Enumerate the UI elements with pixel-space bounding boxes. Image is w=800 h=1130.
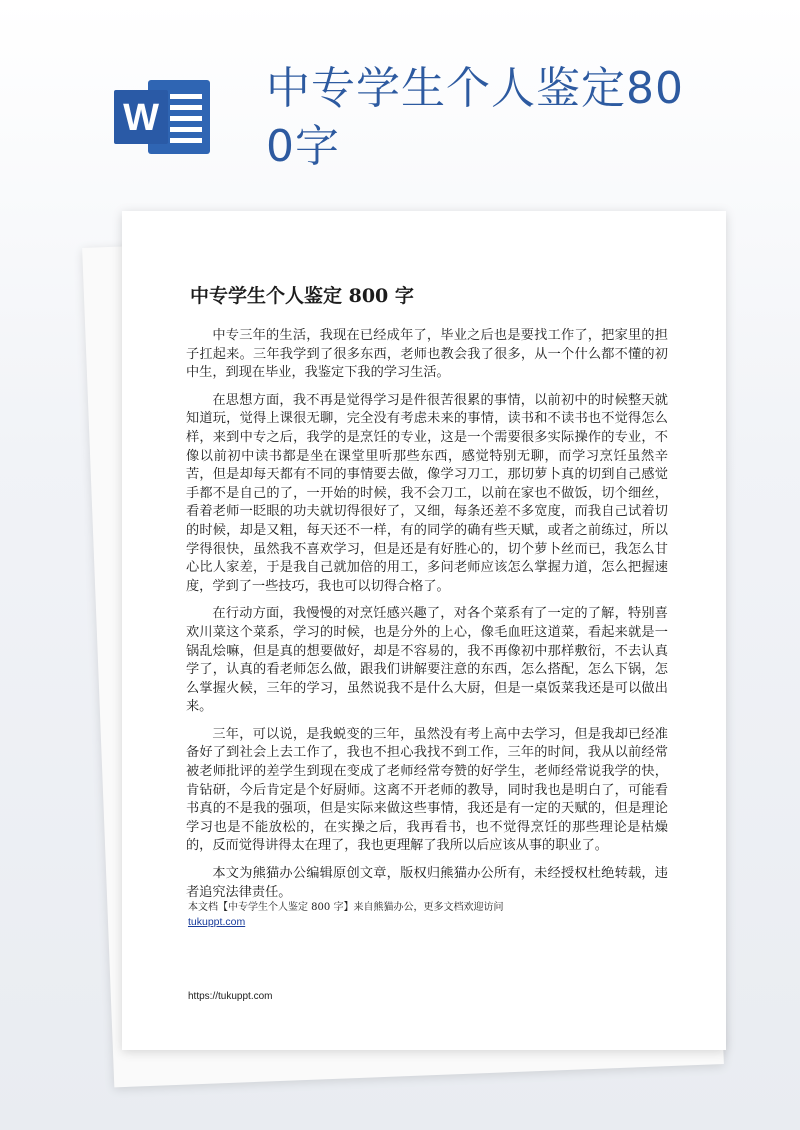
document-title: 中专学生个人鉴定 800 字 <box>190 285 414 307</box>
paragraph: 在行动方面，我慢慢的对烹饪感兴趣了，对各个菜系有了一定的了解，特别喜欢川菜这个菜系，学习的时候，也是分外的上心，像毛血旺这道菜，看起来就是一锅乱烩嘛，但是真的想要做好，却是不容易的，我不再像初中那样敷衍，不去认真学了，认真的看老师怎么做，跟我们讲解要注意的东西，怎么搭配，怎么下锅，怎么掌握火候，三年的学习，虽然说我不是什么大厨，但是一桌饭菜我还是可以做出来。 <box>186 606 668 715</box>
paragraph: 在思想方面，我不再是觉得学习是件很苦很累的事情，以前初中的时候整天就知道玩，觉得上课很无聊，完全没有考虑未来的事情，读书和不读书也不觉得怎么样，来到中专之后，我学的是烹饪的专业，这是一个需要很多实际操作的专业，不像以前初中读书都是坐在课堂里听那些东西，感觉特别无聊，而学习烹饪虽然辛苦，但是却每天都有不同的事情要去做，像学习刀工，那切萝卜真的切到自己感觉手都不是自己的了，一开始的时候，我不会刀工，以前在家也不做饭，切个细丝，看着老师一眨眼的功夫就切得很好了，又细，每条还差不多宽度，而我自己试着切的时候，却是又粗，每天还不一样，有的同学的确有些天赋，或者之前练过，所以学得很快，虽然我不喜欢学习，但是还是有好胜心的，切个萝卜丝而已，我怎么甘心比人家差，于是我自己就加倍的用工，多问老师应该怎么掌握力道，怎么把握速度，学到了一些技巧，我也可以切得合格了。 <box>186 392 668 594</box>
document-body <box>186 327 668 911</box>
word-document-icon <box>112 78 212 156</box>
source-note <box>188 901 668 929</box>
source-note-text: 本文档【中专学生个人鉴定 800 字】来自熊猫办公，更多文档欢迎访问 <box>188 902 504 913</box>
copyright-paragraph: 本文为熊猫办公编辑原创文章，版权归熊猫办公所有，未经授权杜绝转载，违者追究法律责任。 <box>186 866 668 900</box>
word-logo-letter: W <box>123 97 159 139</box>
source-link[interactable]: tukuppt.com <box>188 916 246 928</box>
paragraph: 三年，可以说，是我蜕变的三年，虽然没有考上高中去学习，但是我却已经准备好了到社会上去工作了，我也不担心我找不到工作，三年的时间，我从以前经常被老师批评的差学生到现在变成了老师经常夸赞的好学生，老师经常说我学的快，肯钻研，今后肯定是个好厨师。这离不开老师的教导，同时我也是明白了，可能看书真的不是我的强项，但是实际来做这些事情，我还是有一定的天赋的，但是理论学习也是不能放松的，在实操之后，我再看书，也不觉得烹饪的那些理论是枯燥的，反而觉得讲得太在理了，我也更理解了我所以后应该从事的职业了。 <box>186 726 668 854</box>
banner-title: 中专学生个人鉴定800字 <box>266 63 684 172</box>
footer-url[interactable]: https://tukuppt.com <box>188 991 273 1002</box>
document-page <box>122 211 726 1050</box>
paragraph: 中专三年的生活，我现在已经成年了，毕业之后也是要找工作了，把家里的担子扛起来。三年我学到了很多东西，老师也教会我了很多，从一个什么都不懂的初中生，到现在毕业，我鉴定下我的学习生活。 <box>186 328 668 381</box>
